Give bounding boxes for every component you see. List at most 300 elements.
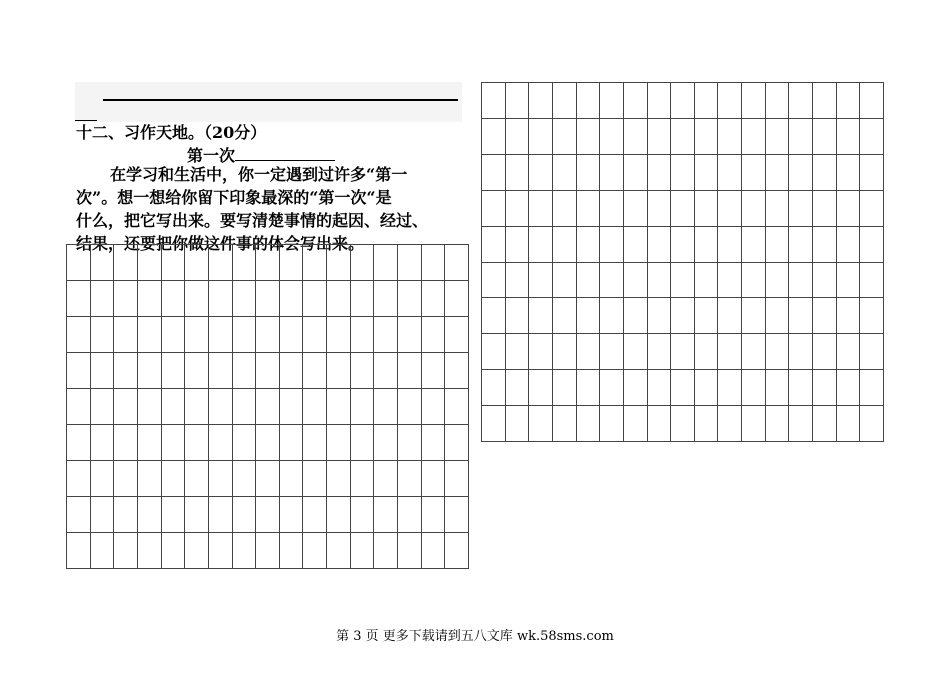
grid-cell[interactable] xyxy=(766,334,790,370)
grid-cell[interactable] xyxy=(374,497,398,533)
grid-cell[interactable] xyxy=(422,461,446,497)
grid-cell[interactable] xyxy=(648,191,672,227)
grid-cell[interactable] xyxy=(553,370,577,406)
grid-cell[interactable] xyxy=(445,425,469,461)
grid-cell[interactable] xyxy=(303,389,327,425)
grid-cell[interactable] xyxy=(327,425,351,461)
grid-cell[interactable] xyxy=(695,119,719,155)
grid-cell[interactable] xyxy=(695,263,719,299)
grid-cell[interactable] xyxy=(648,227,672,263)
grid-cell[interactable] xyxy=(280,497,304,533)
grid-cell[interactable] xyxy=(813,406,837,442)
grid-cell[interactable] xyxy=(280,353,304,389)
grid-cell[interactable] xyxy=(280,317,304,353)
grid-cell[interactable] xyxy=(648,298,672,334)
grid-cell[interactable] xyxy=(209,281,233,317)
grid-cell[interactable] xyxy=(422,353,446,389)
grid-cell[interactable] xyxy=(766,155,790,191)
grid-cell[interactable] xyxy=(351,281,375,317)
grid-cell[interactable] xyxy=(577,83,601,119)
grid-cell[interactable] xyxy=(256,461,280,497)
grid-cell[interactable] xyxy=(327,317,351,353)
grid-cell[interactable] xyxy=(742,119,766,155)
grid-cell[interactable] xyxy=(445,353,469,389)
grid-cell[interactable] xyxy=(162,281,186,317)
grid-cell[interactable] xyxy=(718,155,742,191)
grid-cell[interactable] xyxy=(624,119,648,155)
grid-cell[interactable] xyxy=(114,389,138,425)
grid-cell[interactable] xyxy=(209,389,233,425)
grid-cell[interactable] xyxy=(671,83,695,119)
grid-cell[interactable] xyxy=(813,370,837,406)
grid-cell[interactable] xyxy=(422,317,446,353)
grid-cell[interactable] xyxy=(600,191,624,227)
grid-cell[interactable] xyxy=(233,317,257,353)
grid-cell[interactable] xyxy=(185,497,209,533)
grid-cell[interactable] xyxy=(398,317,422,353)
grid-cell[interactable] xyxy=(624,191,648,227)
grid-cell[interactable] xyxy=(327,281,351,317)
grid-cell[interactable] xyxy=(742,370,766,406)
grid-cell[interactable] xyxy=(374,245,398,281)
grid-cell[interactable] xyxy=(837,119,861,155)
grid-cell[interactable] xyxy=(742,263,766,299)
grid-cell[interactable] xyxy=(789,119,813,155)
grid-cell[interactable] xyxy=(185,281,209,317)
grid-cell[interactable] xyxy=(529,83,553,119)
grid-cell[interactable] xyxy=(718,406,742,442)
grid-cell[interactable] xyxy=(209,425,233,461)
grid-cell[interactable] xyxy=(398,245,422,281)
grid-cell[interactable] xyxy=(91,461,115,497)
grid-cell[interactable] xyxy=(256,533,280,569)
grid-cell[interactable] xyxy=(577,227,601,263)
grid-cell[interactable] xyxy=(280,281,304,317)
grid-cell[interactable] xyxy=(813,83,837,119)
grid-cell[interactable] xyxy=(742,155,766,191)
grid-cell[interactable] xyxy=(506,263,530,299)
grid-cell[interactable] xyxy=(482,155,506,191)
essay-title-blank[interactable] xyxy=(235,145,335,161)
answer-line[interactable] xyxy=(103,99,458,101)
grid-cell[interactable] xyxy=(600,119,624,155)
grid-cell[interactable] xyxy=(553,191,577,227)
grid-cell[interactable] xyxy=(506,298,530,334)
grid-cell[interactable] xyxy=(209,461,233,497)
writing-grid-left[interactable] xyxy=(66,244,469,569)
grid-cell[interactable] xyxy=(138,353,162,389)
grid-cell[interactable] xyxy=(506,227,530,263)
grid-cell[interactable] xyxy=(351,533,375,569)
grid-cell[interactable] xyxy=(648,83,672,119)
grid-cell[interactable] xyxy=(482,83,506,119)
grid-cell[interactable] xyxy=(209,353,233,389)
grid-cell[interactable] xyxy=(577,155,601,191)
grid-cell[interactable] xyxy=(445,461,469,497)
grid-cell[interactable] xyxy=(114,281,138,317)
grid-cell[interactable] xyxy=(813,119,837,155)
grid-cell[interactable] xyxy=(233,497,257,533)
grid-cell[interactable] xyxy=(529,191,553,227)
grid-cell[interactable] xyxy=(445,281,469,317)
grid-cell[interactable] xyxy=(789,334,813,370)
grid-cell[interactable] xyxy=(256,497,280,533)
grid-cell[interactable] xyxy=(742,298,766,334)
grid-cell[interactable] xyxy=(671,119,695,155)
grid-cell[interactable] xyxy=(256,353,280,389)
grid-cell[interactable] xyxy=(67,317,91,353)
grid-cell[interactable] xyxy=(837,191,861,227)
grid-cell[interactable] xyxy=(766,83,790,119)
grid-cell[interactable] xyxy=(624,370,648,406)
grid-cell[interactable] xyxy=(303,425,327,461)
grid-cell[interactable] xyxy=(185,461,209,497)
grid-cell[interactable] xyxy=(671,155,695,191)
grid-cell[interactable] xyxy=(695,227,719,263)
grid-cell[interactable] xyxy=(671,191,695,227)
writing-grid-right[interactable] xyxy=(481,82,884,442)
grid-cell[interactable] xyxy=(303,281,327,317)
grid-cell[interactable] xyxy=(280,245,304,281)
grid-cell[interactable] xyxy=(837,263,861,299)
grid-cell[interactable] xyxy=(67,389,91,425)
grid-cell[interactable] xyxy=(114,533,138,569)
grid-cell[interactable] xyxy=(351,317,375,353)
grid-cell[interactable] xyxy=(91,533,115,569)
grid-cell[interactable] xyxy=(860,406,884,442)
grid-cell[interactable] xyxy=(209,317,233,353)
grid-cell[interactable] xyxy=(766,119,790,155)
grid-cell[interactable] xyxy=(600,298,624,334)
grid-cell[interactable] xyxy=(138,389,162,425)
grid-cell[interactable] xyxy=(233,425,257,461)
grid-cell[interactable] xyxy=(766,263,790,299)
grid-cell[interactable] xyxy=(648,406,672,442)
grid-cell[interactable] xyxy=(327,245,351,281)
grid-cell[interactable] xyxy=(351,353,375,389)
grid-cell[interactable] xyxy=(837,155,861,191)
grid-cell[interactable] xyxy=(114,317,138,353)
grid-cell[interactable] xyxy=(398,389,422,425)
grid-cell[interactable] xyxy=(789,263,813,299)
grid-cell[interactable] xyxy=(506,119,530,155)
grid-cell[interactable] xyxy=(860,119,884,155)
grid-cell[interactable] xyxy=(789,83,813,119)
grid-cell[interactable] xyxy=(529,263,553,299)
grid-cell[interactable] xyxy=(718,83,742,119)
grid-cell[interactable] xyxy=(789,298,813,334)
grid-cell[interactable] xyxy=(138,497,162,533)
grid-cell[interactable] xyxy=(91,317,115,353)
grid-cell[interactable] xyxy=(482,334,506,370)
grid-cell[interactable] xyxy=(529,370,553,406)
grid-cell[interactable] xyxy=(303,317,327,353)
grid-cell[interactable] xyxy=(374,533,398,569)
grid-cell[interactable] xyxy=(553,83,577,119)
grid-cell[interactable] xyxy=(280,461,304,497)
grid-cell[interactable] xyxy=(671,263,695,299)
grid-cell[interactable] xyxy=(648,370,672,406)
grid-cell[interactable] xyxy=(600,83,624,119)
grid-cell[interactable] xyxy=(695,83,719,119)
grid-cell[interactable] xyxy=(695,298,719,334)
grid-cell[interactable] xyxy=(91,245,115,281)
grid-cell[interactable] xyxy=(67,353,91,389)
grid-cell[interactable] xyxy=(351,245,375,281)
grid-cell[interactable] xyxy=(445,533,469,569)
grid-cell[interactable] xyxy=(422,245,446,281)
grid-cell[interactable] xyxy=(209,497,233,533)
grid-cell[interactable] xyxy=(67,461,91,497)
grid-cell[interactable] xyxy=(506,191,530,227)
grid-cell[interactable] xyxy=(860,334,884,370)
grid-cell[interactable] xyxy=(624,227,648,263)
grid-cell[interactable] xyxy=(256,317,280,353)
grid-cell[interactable] xyxy=(577,370,601,406)
grid-cell[interactable] xyxy=(162,389,186,425)
grid-cell[interactable] xyxy=(398,425,422,461)
grid-cell[interactable] xyxy=(506,370,530,406)
grid-cell[interactable] xyxy=(138,533,162,569)
grid-cell[interactable] xyxy=(162,353,186,389)
grid-cell[interactable] xyxy=(398,497,422,533)
grid-cell[interactable] xyxy=(482,119,506,155)
grid-cell[interactable] xyxy=(789,191,813,227)
grid-cell[interactable] xyxy=(766,227,790,263)
grid-cell[interactable] xyxy=(837,406,861,442)
grid-cell[interactable] xyxy=(577,263,601,299)
grid-cell[interactable] xyxy=(553,406,577,442)
grid-cell[interactable] xyxy=(671,227,695,263)
grid-cell[interactable] xyxy=(860,227,884,263)
grid-cell[interactable] xyxy=(256,281,280,317)
grid-cell[interactable] xyxy=(742,334,766,370)
grid-cell[interactable] xyxy=(529,298,553,334)
grid-cell[interactable] xyxy=(114,245,138,281)
grid-cell[interactable] xyxy=(162,425,186,461)
grid-cell[interactable] xyxy=(624,334,648,370)
grid-cell[interactable] xyxy=(327,353,351,389)
grid-cell[interactable] xyxy=(506,406,530,442)
grid-cell[interactable] xyxy=(789,370,813,406)
grid-cell[interactable] xyxy=(695,191,719,227)
grid-cell[interactable] xyxy=(445,317,469,353)
grid-cell[interactable] xyxy=(233,461,257,497)
grid-cell[interactable] xyxy=(67,497,91,533)
grid-cell[interactable] xyxy=(624,298,648,334)
grid-cell[interactable] xyxy=(695,406,719,442)
grid-cell[interactable] xyxy=(860,298,884,334)
grid-cell[interactable] xyxy=(398,461,422,497)
grid-cell[interactable] xyxy=(860,263,884,299)
grid-cell[interactable] xyxy=(600,155,624,191)
grid-cell[interactable] xyxy=(91,389,115,425)
grid-cell[interactable] xyxy=(742,83,766,119)
grid-cell[interactable] xyxy=(351,461,375,497)
grid-cell[interactable] xyxy=(162,461,186,497)
grid-cell[interactable] xyxy=(529,406,553,442)
grid-cell[interactable] xyxy=(553,119,577,155)
grid-cell[interactable] xyxy=(114,425,138,461)
grid-cell[interactable] xyxy=(114,353,138,389)
grid-cell[interactable] xyxy=(327,389,351,425)
grid-cell[interactable] xyxy=(351,425,375,461)
grid-cell[interactable] xyxy=(695,370,719,406)
grid-cell[interactable] xyxy=(837,298,861,334)
grid-cell[interactable] xyxy=(138,281,162,317)
grid-cell[interactable] xyxy=(766,191,790,227)
grid-cell[interactable] xyxy=(138,317,162,353)
grid-cell[interactable] xyxy=(482,406,506,442)
grid-cell[interactable] xyxy=(398,281,422,317)
grid-cell[interactable] xyxy=(162,245,186,281)
grid-cell[interactable] xyxy=(138,425,162,461)
grid-cell[interactable] xyxy=(374,281,398,317)
answer-line-continuation[interactable] xyxy=(75,120,97,121)
grid-cell[interactable] xyxy=(718,370,742,406)
grid-cell[interactable] xyxy=(553,263,577,299)
grid-cell[interactable] xyxy=(445,497,469,533)
grid-cell[interactable] xyxy=(422,425,446,461)
grid-cell[interactable] xyxy=(91,353,115,389)
grid-cell[interactable] xyxy=(600,406,624,442)
grid-cell[interactable] xyxy=(398,533,422,569)
grid-cell[interactable] xyxy=(162,533,186,569)
grid-cell[interactable] xyxy=(766,298,790,334)
grid-cell[interactable] xyxy=(422,497,446,533)
grid-cell[interactable] xyxy=(624,83,648,119)
grid-cell[interactable] xyxy=(482,191,506,227)
grid-cell[interactable] xyxy=(185,533,209,569)
grid-cell[interactable] xyxy=(766,406,790,442)
grid-cell[interactable] xyxy=(789,155,813,191)
grid-cell[interactable] xyxy=(813,227,837,263)
grid-cell[interactable] xyxy=(577,191,601,227)
grid-cell[interactable] xyxy=(233,281,257,317)
grid-cell[interactable] xyxy=(695,155,719,191)
grid-cell[interactable] xyxy=(506,83,530,119)
grid-cell[interactable] xyxy=(482,227,506,263)
grid-cell[interactable] xyxy=(718,298,742,334)
grid-cell[interactable] xyxy=(648,119,672,155)
grid-cell[interactable] xyxy=(695,334,719,370)
grid-cell[interactable] xyxy=(529,227,553,263)
grid-cell[interactable] xyxy=(138,461,162,497)
grid-cell[interactable] xyxy=(303,533,327,569)
grid-cell[interactable] xyxy=(860,370,884,406)
grid-cell[interactable] xyxy=(482,370,506,406)
grid-cell[interactable] xyxy=(577,298,601,334)
grid-cell[interactable] xyxy=(624,406,648,442)
grid-cell[interactable] xyxy=(600,334,624,370)
grid-cell[interactable] xyxy=(482,263,506,299)
grid-cell[interactable] xyxy=(742,227,766,263)
grid-cell[interactable] xyxy=(256,245,280,281)
grid-cell[interactable] xyxy=(303,497,327,533)
grid-cell[interactable] xyxy=(577,119,601,155)
grid-cell[interactable] xyxy=(860,191,884,227)
grid-cell[interactable] xyxy=(506,155,530,191)
grid-cell[interactable] xyxy=(553,298,577,334)
grid-cell[interactable] xyxy=(422,533,446,569)
grid-cell[interactable] xyxy=(860,83,884,119)
grid-cell[interactable] xyxy=(671,370,695,406)
grid-cell[interactable] xyxy=(813,191,837,227)
grid-cell[interactable] xyxy=(185,353,209,389)
grid-cell[interactable] xyxy=(837,227,861,263)
grid-cell[interactable] xyxy=(422,389,446,425)
grid-cell[interactable] xyxy=(114,461,138,497)
grid-cell[interactable] xyxy=(374,461,398,497)
grid-cell[interactable] xyxy=(351,497,375,533)
grid-cell[interactable] xyxy=(600,227,624,263)
grid-cell[interactable] xyxy=(813,298,837,334)
grid-cell[interactable] xyxy=(529,155,553,191)
grid-cell[interactable] xyxy=(91,281,115,317)
grid-cell[interactable] xyxy=(813,155,837,191)
grid-cell[interactable] xyxy=(162,317,186,353)
grid-cell[interactable] xyxy=(303,245,327,281)
grid-cell[interactable] xyxy=(185,389,209,425)
grid-cell[interactable] xyxy=(837,83,861,119)
grid-cell[interactable] xyxy=(837,370,861,406)
grid-cell[interactable] xyxy=(280,533,304,569)
grid-cell[interactable] xyxy=(374,353,398,389)
grid-cell[interactable] xyxy=(327,497,351,533)
grid-cell[interactable] xyxy=(648,334,672,370)
grid-cell[interactable] xyxy=(209,533,233,569)
grid-cell[interactable] xyxy=(351,389,375,425)
grid-cell[interactable] xyxy=(280,389,304,425)
grid-cell[interactable] xyxy=(789,227,813,263)
grid-cell[interactable] xyxy=(67,281,91,317)
grid-cell[interactable] xyxy=(718,119,742,155)
grid-cell[interactable] xyxy=(91,425,115,461)
grid-cell[interactable] xyxy=(529,119,553,155)
grid-cell[interactable] xyxy=(718,334,742,370)
grid-cell[interactable] xyxy=(233,533,257,569)
grid-cell[interactable] xyxy=(374,317,398,353)
grid-cell[interactable] xyxy=(553,227,577,263)
grid-cell[interactable] xyxy=(482,298,506,334)
grid-cell[interactable] xyxy=(303,353,327,389)
grid-cell[interactable] xyxy=(256,425,280,461)
grid-cell[interactable] xyxy=(813,334,837,370)
grid-cell[interactable] xyxy=(648,155,672,191)
grid-cell[interactable] xyxy=(718,227,742,263)
grid-cell[interactable] xyxy=(138,245,162,281)
grid-cell[interactable] xyxy=(233,353,257,389)
grid-cell[interactable] xyxy=(742,191,766,227)
grid-cell[interactable] xyxy=(577,406,601,442)
grid-cell[interactable] xyxy=(577,334,601,370)
grid-cell[interactable] xyxy=(185,425,209,461)
grid-cell[interactable] xyxy=(445,245,469,281)
grid-cell[interactable] xyxy=(162,497,186,533)
grid-cell[interactable] xyxy=(91,497,115,533)
grid-cell[interactable] xyxy=(789,406,813,442)
grid-cell[interactable] xyxy=(233,389,257,425)
grid-cell[interactable] xyxy=(114,497,138,533)
grid-cell[interactable] xyxy=(280,425,304,461)
grid-cell[interactable] xyxy=(506,334,530,370)
grid-cell[interactable] xyxy=(529,334,553,370)
grid-cell[interactable] xyxy=(303,461,327,497)
grid-cell[interactable] xyxy=(327,533,351,569)
grid-cell[interactable] xyxy=(600,263,624,299)
grid-cell[interactable] xyxy=(671,298,695,334)
grid-cell[interactable] xyxy=(422,281,446,317)
